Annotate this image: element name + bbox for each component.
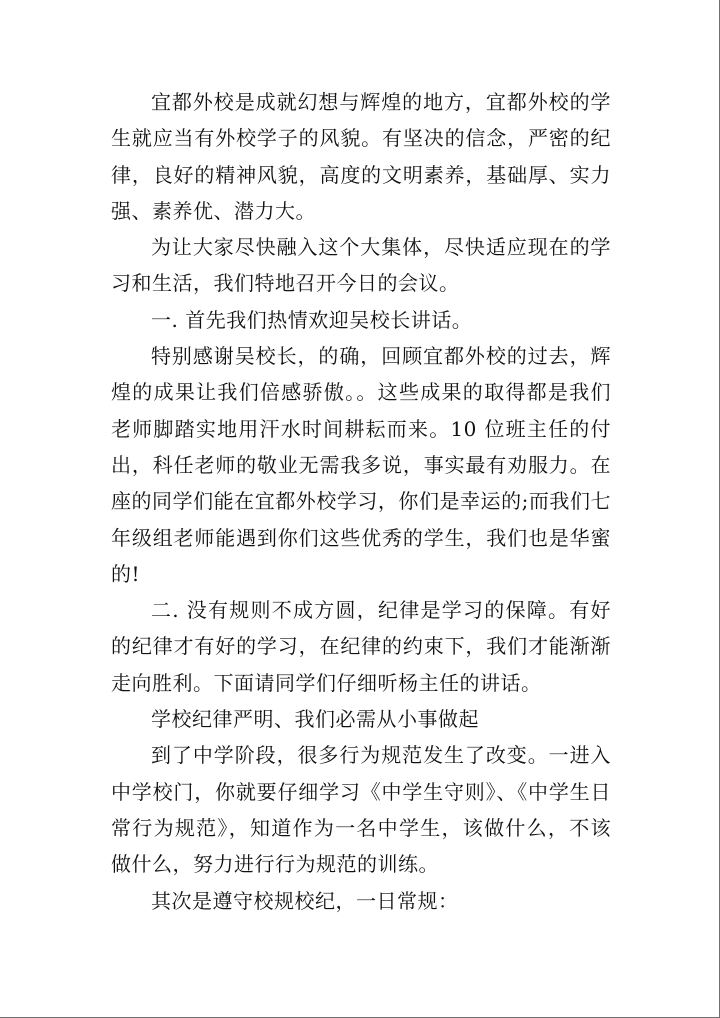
section-heading-1: 一. 首先我们热情欢迎吴校长讲话。 [151,307,473,332]
document-body [111,84,611,919]
paragraph-thanks: 特别感谢吴校长，的确，回顾宜都外校的过去，辉煌的成果让我们倍感骄傲。。这些成果的取得都是我们老师脚踏实地用汗水时间耕耘而来。10 位班主任的付出，科任老师的敬业无需我多说，事实最有劝服力。在座的同学们能在宜都外校学习，你们是幸运的;而我们七年级组老师能遇到你们这些优秀的学生，我们也是华蜜的! [111,344,611,586]
paragraph-discipline: 二. 没有规则不成方圆，纪律是学习的保障。有好的纪律才有好的学习，在纪律的约束下，我们才能渐渐走向胜利。下面请同学们仔细听杨主任的讲话。 [111,598,611,695]
paragraph-school-rules: 其次是遵守校规校纪，一日常规： [151,888,459,913]
paragraph-middle-school: 到了中学阶段，很多行为规范发生了改变。一进入中学校门，你就要仔细学习《中学生守则》、《中学生日常行为规范》，知道作为一名中学生，该做什么，不该做什么，努力进行行为规范的训练。 [111,743,611,877]
section-heading-2: 学校纪律严明、我们必需从小事做起 [151,707,479,732]
paragraph-purpose: 为让大家尽快融入这个大集体，尽快适应现在的学习和生活，我们特地召开今日的会议。 [111,235,611,296]
paragraph-intro: 宜都外校是成就幻想与辉煌的地方，宜都外校的学生就应当有外校学子的风貌。有坚决的信念，严密的纪律，良好的精神风貌，高度的文明素养，基础厚、实力强、素养优、潜力大。 [111,90,611,223]
